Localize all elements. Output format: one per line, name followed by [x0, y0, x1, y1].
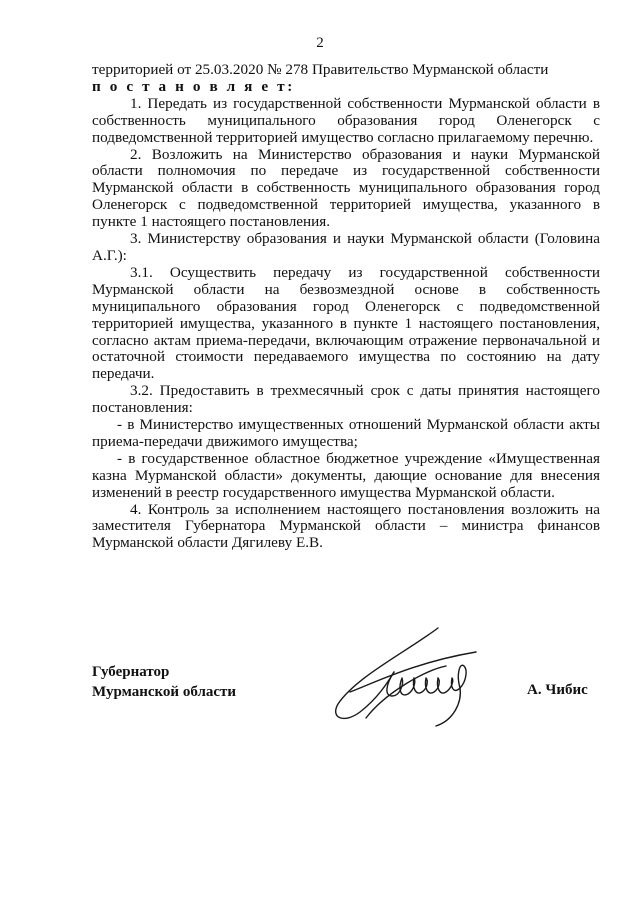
paragraph-item-3-2: 3.2. Предоставить в трехмесячный срок с даты принятия настоящего постановления: [92, 382, 600, 417]
signatory-position-line2: Мурманской области [92, 684, 237, 700]
paragraph-bullet-1: - в Министерство имущественных отношений Мурманской области акты приема-передачи движимого имущества; [92, 416, 600, 450]
signatory-position-line1: Губернатор [92, 664, 170, 680]
paragraph-bullet-2: - в государственное областное бюджетное учреждение «Имущественная казна Мурманской области» документы, дающие основание для внесения изменений в реестр государственного имущества Мурманской области. [92, 449, 600, 501]
paragraph-intro: территорией от 25.03.2020 № 278 Правительство Мурманской области [92, 61, 549, 78]
paragraph-item-3: 3. Министерству образования и науки Мурманской области (Головина А.Г.): [92, 230, 600, 264]
decree-word: п о с т а н о в л я е т: [92, 77, 295, 95]
page-number: 2 [316, 35, 324, 51]
paragraph-item-3-1: 3.1. Осуществить передачу из государственной собственности Мурманской области на безвозмездной основе в собственность муниципального образования город Оленегорск с подведомственной территорией имущества, указанного в пункте 1 настоящего постановления, согласно актам приема-передачи, включающим отражение первоначальной и остаточной стоимости передаваемого имущества по состоянию на дату передачи. [92, 263, 600, 383]
signatory-position [92, 662, 236, 702]
signatory-name: А. Чибис [527, 682, 588, 698]
paragraph-item-1: 1. Передать из государственной собственности Мурманской области в собственность муниципального образования город Оленегорск с подведомственной территорией имущество согласно прилагаемому перечню. [92, 94, 600, 146]
handwritten-signature [326, 622, 506, 732]
paragraph-item-2: 2. Возложить на Министерство образования и науки Мурманской области полномочия по передаче из государственной собственности Мурманской области в собственность муниципального образования город Оленегорск с подведомственной территорией имущества, указанного в пункте 1 настоящего постановления. [92, 145, 600, 231]
document-body [92, 62, 600, 552]
paragraph-item-4: 4. Контроль за исполнением настоящего постановления возложить на заместителя Губернатора Мурманской области – министра финансов Мурманской области Дягилеву Е.В. [92, 500, 600, 552]
